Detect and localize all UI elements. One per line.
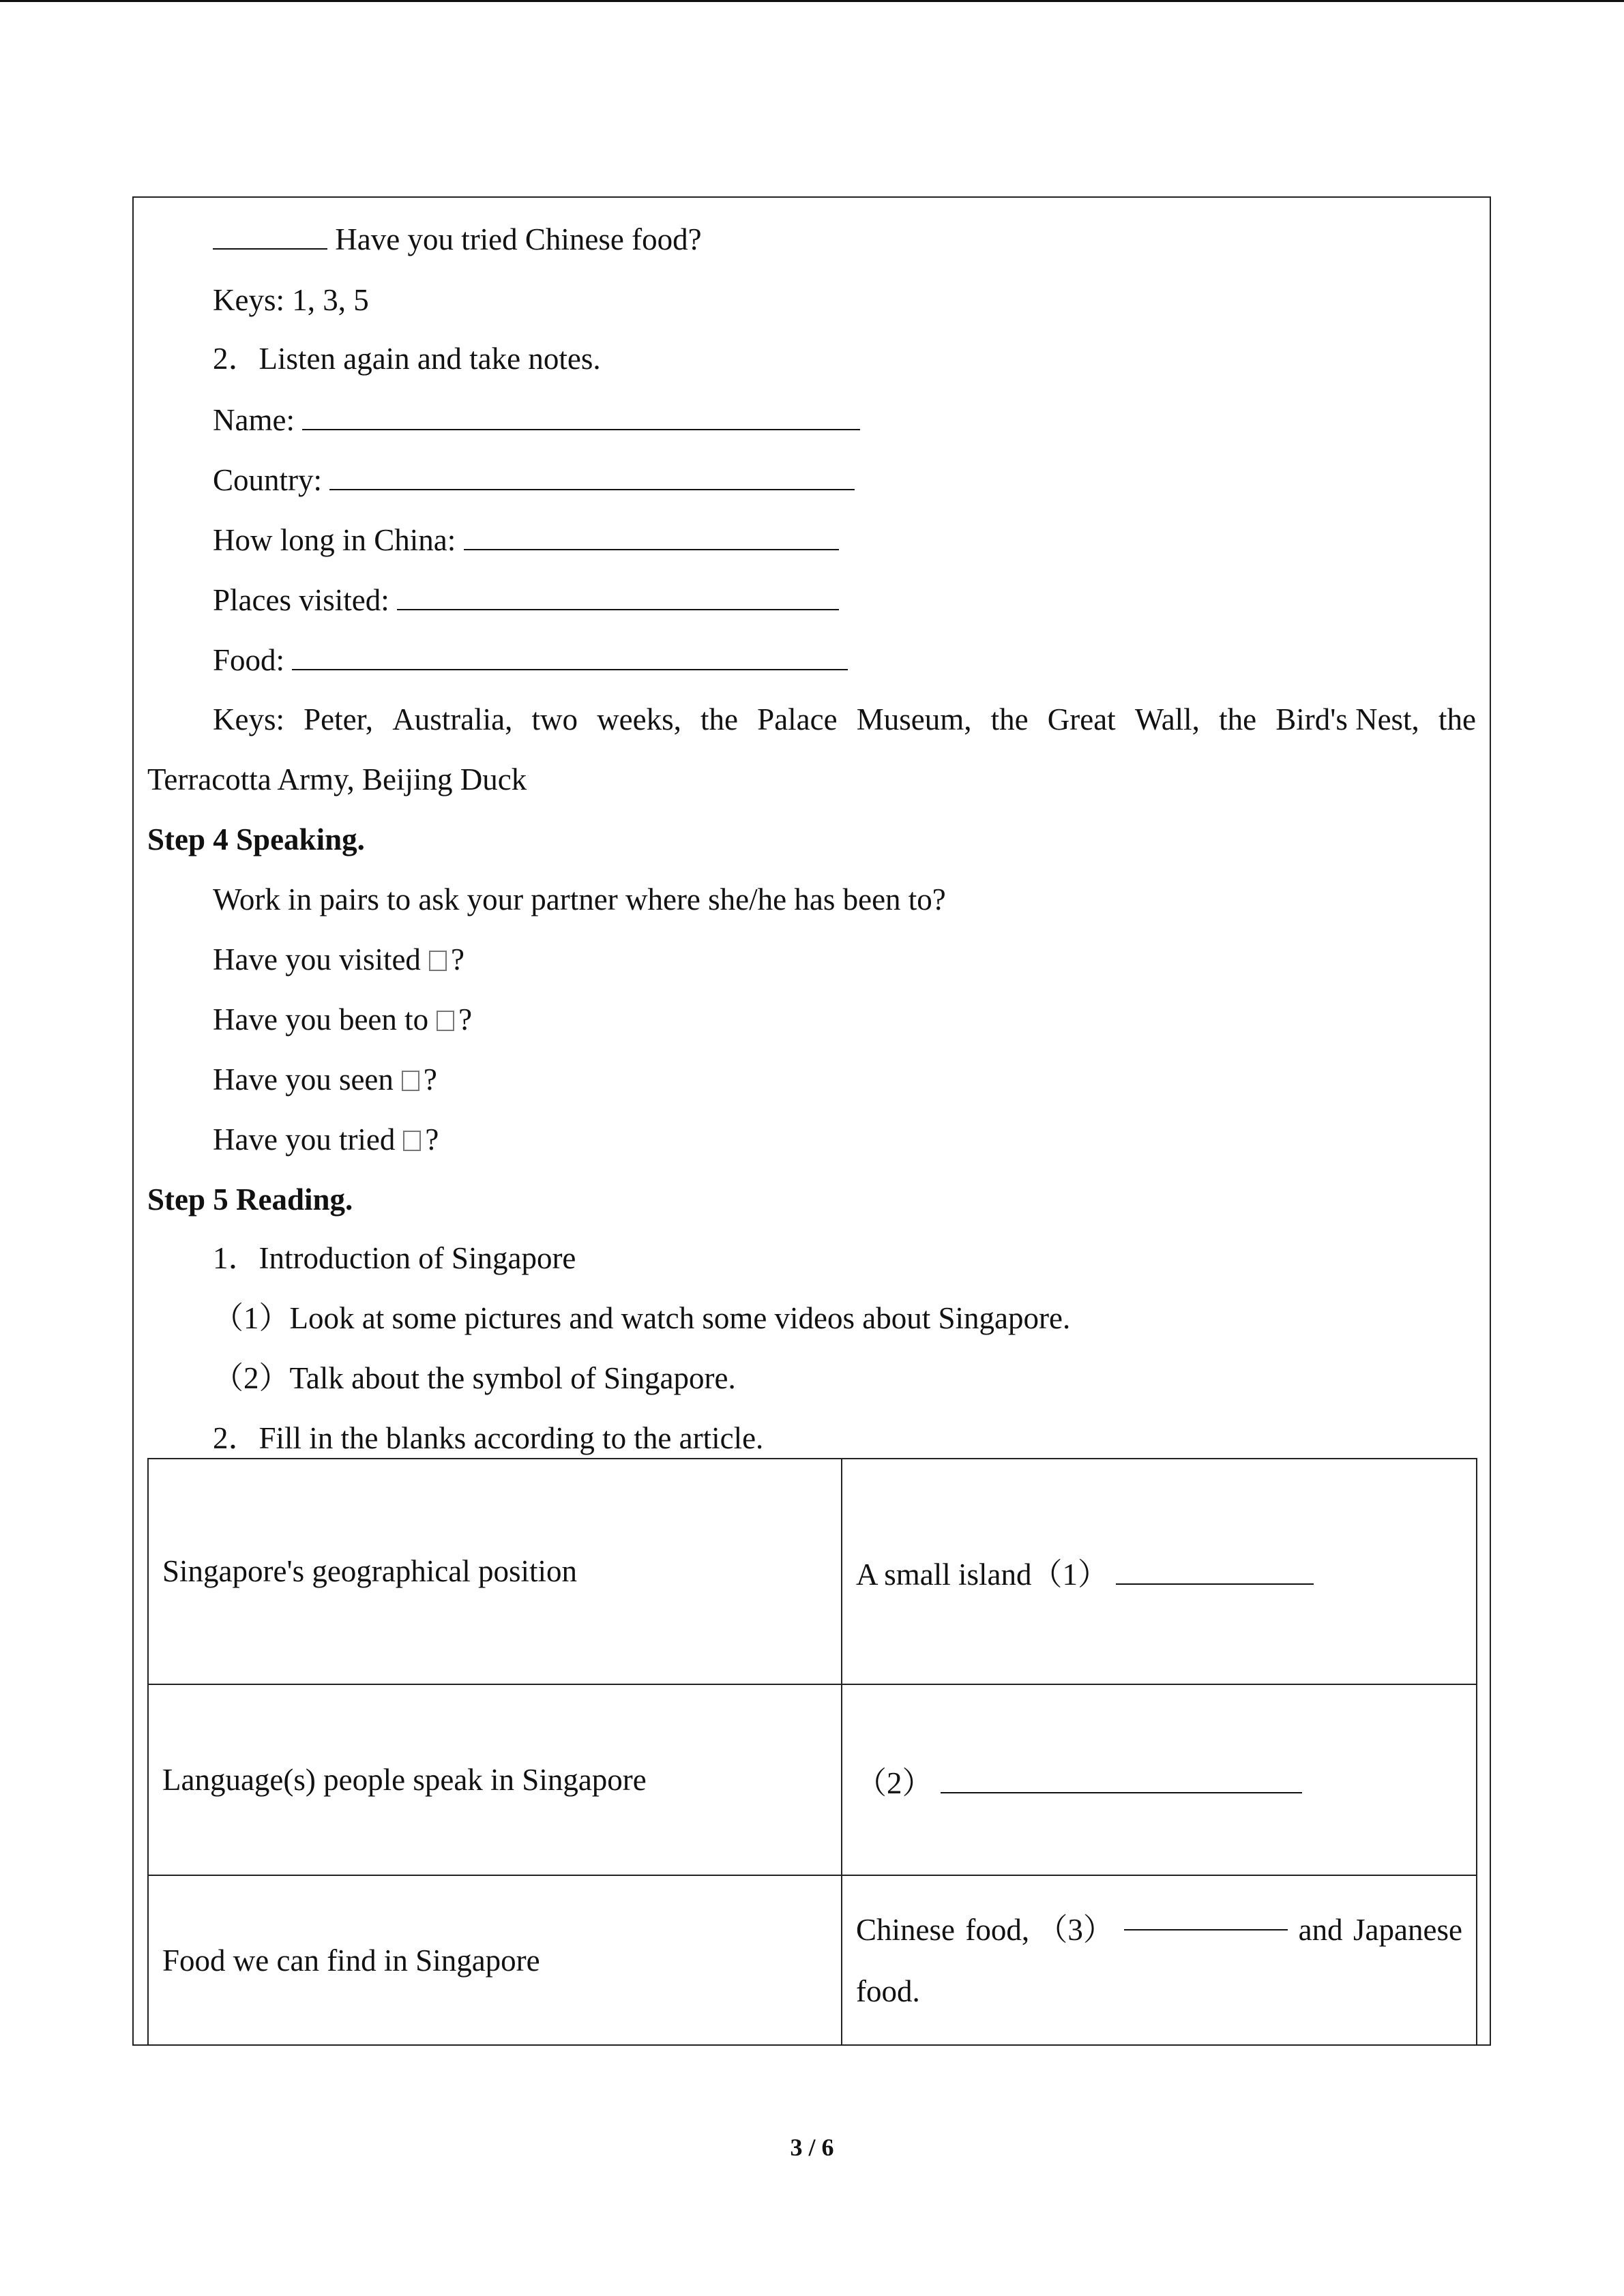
step-4-heading: Step 4 Speaking. [147, 822, 365, 856]
table-cell-answer: Chinese food, （3） and Japanese food. [842, 1875, 1477, 2045]
placeholder-box-icon [403, 1131, 421, 1151]
placeholder-box-icon [429, 951, 447, 971]
step-4-instruction: Work in pairs to ask your partner where she/he has been to? [213, 882, 946, 916]
note-how-long-blank[interactable] [464, 519, 839, 550]
keys-answers-line2: Terracotta Army, Beijing Duck [147, 762, 527, 796]
answer-blank[interactable] [213, 218, 327, 250]
task-2-heading: 2．Listen again and take notes. [213, 342, 601, 376]
table-row [148, 1875, 1477, 2045]
step-5-sub-2: （2）Talk about the symbol of Singapore. [213, 1361, 736, 1395]
note-name: Name: [213, 399, 860, 441]
prompt-visited: Have you visited ? [213, 942, 464, 976]
prompt-seen: Have you seen ? [213, 1062, 437, 1097]
note-places-blank[interactable] [397, 579, 839, 610]
note-country: Country: [213, 459, 855, 501]
table-row [148, 1684, 1477, 1876]
blank-3[interactable] [1124, 1899, 1288, 1930]
table-row [148, 1459, 1477, 1684]
note-name-blank[interactable] [302, 399, 860, 430]
placeholder-box-icon [402, 1071, 419, 1091]
page-number: 3 / 6 [790, 2134, 834, 2161]
blank-1[interactable] [1116, 1553, 1314, 1585]
step-5-item-1: 1．Introduction of Singapore [213, 1241, 576, 1275]
keys-answers-line1: Keys: Peter, Australia, two weeks, the Palace Museum, the Great Wall, the Bird's Nest, the [213, 702, 1476, 736]
note-places: Places visited: [213, 579, 839, 621]
step-5-item-2: 2．Fill in the blanks according to the article. [213, 1421, 764, 1455]
blank-2[interactable] [941, 1762, 1302, 1793]
table-cell-answer: （2） [842, 1684, 1477, 1876]
note-food-blank[interactable] [292, 639, 848, 670]
note-how-long: How long in China: [213, 519, 839, 561]
step-5-heading: Step 5 Reading. [147, 1182, 353, 1217]
keys-line: Keys: 1, 3, 5 [213, 283, 369, 317]
placeholder-box-icon [437, 1011, 454, 1031]
step-5-sub-1: （1）Look at some pictures and watch some videos about Singapore. [213, 1301, 1071, 1335]
top-rule [0, 0, 1624, 2]
question-line: Have you tried Chinese food? [213, 218, 702, 260]
note-country-blank[interactable] [329, 459, 855, 490]
table-cell-question: Singapore's geographical position [148, 1459, 842, 1684]
note-food: Food: [213, 639, 848, 681]
prompt-tried: Have you tried ? [213, 1122, 439, 1157]
fill-in-table [147, 1458, 1477, 2046]
table-cell-question: Language(s) people speak in Singapore [148, 1684, 842, 1876]
table-cell-question: Food we can find in Singapore [148, 1875, 842, 2045]
prompt-been-to: Have you been to ? [213, 1002, 473, 1037]
table-cell-answer: A small island（1） [842, 1459, 1477, 1684]
